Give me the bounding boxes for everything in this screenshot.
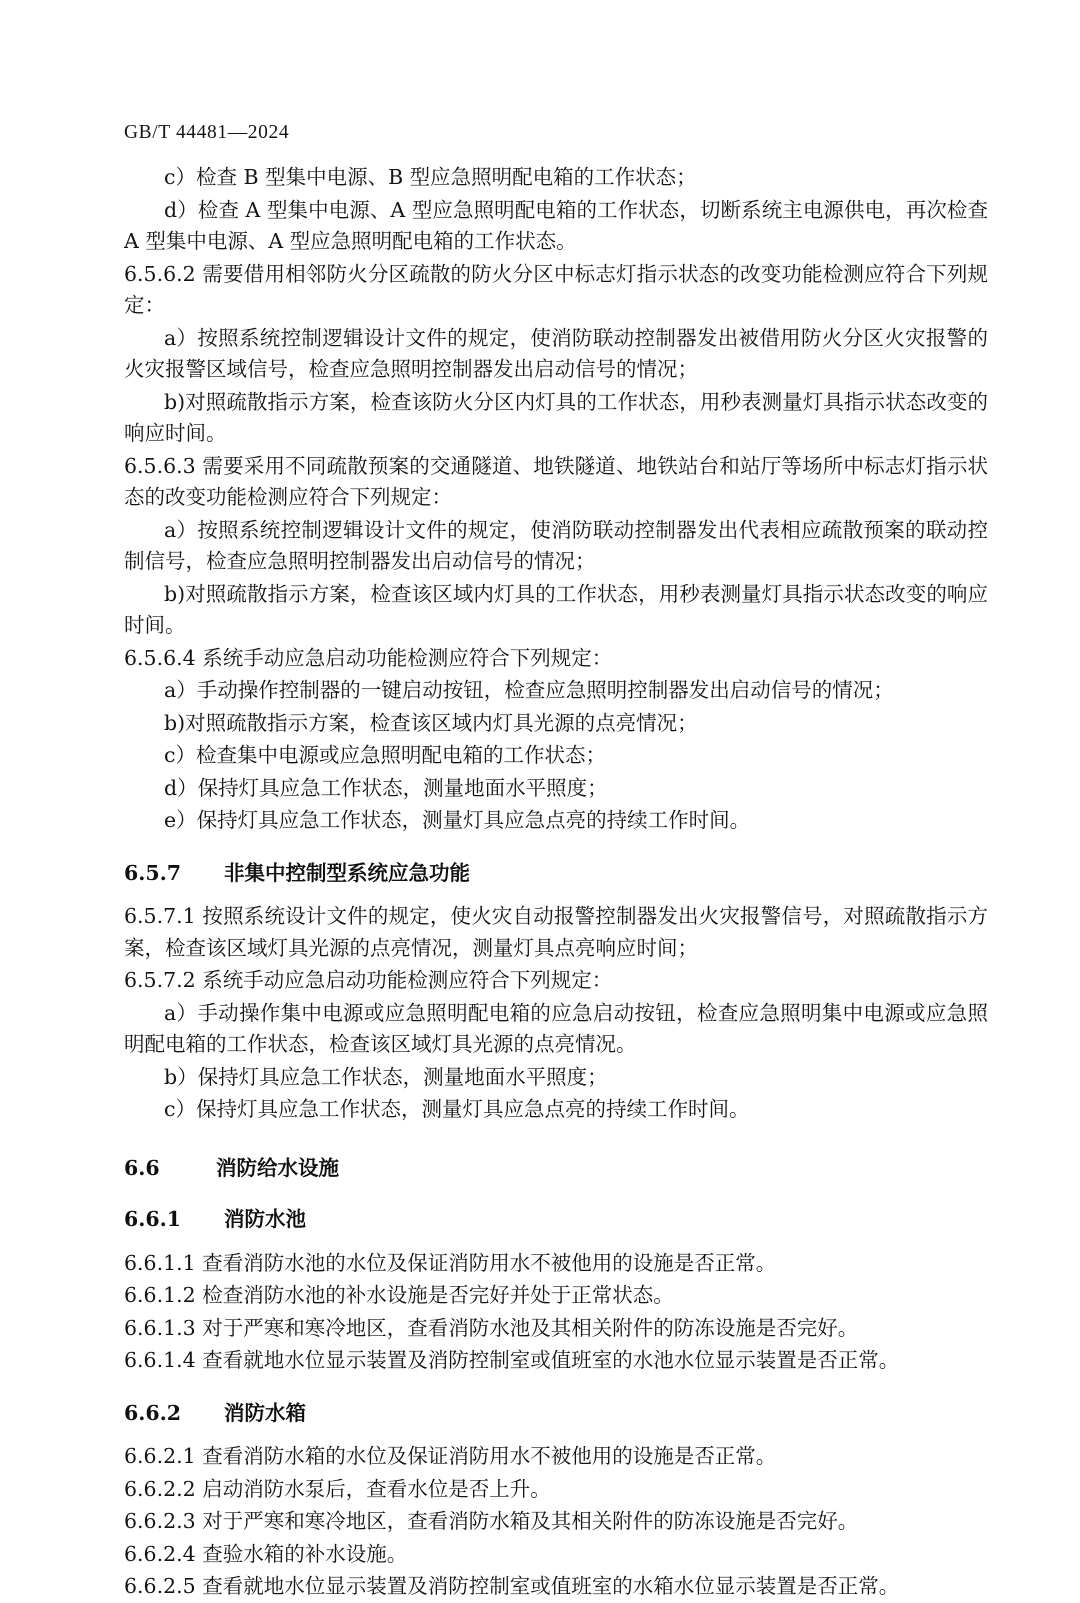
body-paragraph: d）保持灯具应急工作状态，测量地面水平照度； (164, 775, 608, 800)
body-paragraph: 6.6.1.1 查看消防水池的水位及保证消防用水不被他用的设施是否正常。 (124, 1250, 777, 1275)
body-paragraph: 6.5.6.3 需要采用不同疏散预案的交通隧道、地铁隧道、地铁站台和站厅等场所中标志灯指示状态的改变功能检测应符合下列规定： (124, 453, 988, 509)
body-paragraph: 6.5.6.2 需要借用相邻防火分区疏散的防火分区中标志灯指示状态的改变功能检测应符合下列规定： (124, 261, 988, 317)
vertical-spacer (124, 1127, 988, 1153)
body-paragraph: 6.6.1.4 查看就地水位显示装置及消防控制室或值班室的水池水位显示装置是否正常。 (124, 1348, 900, 1372)
body-paragraph: 6.6.2.4 查验水箱的补水设施。 (124, 1541, 408, 1566)
body-paragraph: b）保持灯具应急工作状态，测量地面水平照度； (164, 1064, 608, 1089)
body-paragraph: c）检查 B 型集中电源、B 型应急照明配电箱的工作状态； (164, 165, 697, 189)
section-number: 6.5.7 (124, 860, 182, 885)
section-title: 非集中控制型系统应急功能 (224, 860, 470, 885)
body-paragraph: d）检查 A 型集中电源、A 型应急照明配电箱的工作状态，切断系统主电源供电，再次检查 A 型集中电源、A 型应急照明配电箱的工作状态。 (124, 197, 988, 253)
page-header: GB/T 44481—2024 (124, 122, 290, 143)
section-heading (124, 1153, 988, 1185)
vertical-spacer (124, 1429, 988, 1441)
body-paragraph: a）手动操作控制器的一键启动按钮，检查应急照明控制器发出启动信号的情况； (164, 678, 894, 702)
body-paragraph: a）按照系统控制逻辑设计文件的规定，使消防联动控制器发出代表相应疏散预案的联动控制信号，检查应急照明控制器发出启动信号的情况； (124, 517, 988, 573)
body-paragraph: 6.6.2.3 对于严寒和寒冷地区，查看消防水箱及其相关附件的防冻设施是否完好。 (124, 1509, 859, 1533)
body-paragraph: 6.5.6.4 系统手动应急启动功能检测应符合下列规定： (124, 645, 613, 670)
section-number: 6.6 (124, 1155, 160, 1180)
body-paragraph: b)对照疏散指示方案，检查该防火分区内灯具的工作状态，用秒表测量灯具指示状态改变的响应时间。 (124, 389, 988, 445)
vertical-spacer (124, 1378, 988, 1398)
vertical-spacer (124, 838, 988, 858)
section-number: 6.6.2 (124, 1400, 182, 1425)
section-heading (124, 858, 988, 890)
body-paragraph: 6.6.2.1 查看消防水箱的水位及保证消防用水不被他用的设施是否正常。 (124, 1444, 777, 1468)
body-paragraph: 6.6.1.3 对于严寒和寒冷地区，查看消防水池及其相关附件的防冻设施是否完好。 (124, 1315, 859, 1340)
vertical-spacer (124, 889, 988, 901)
section-number: 6.6.1 (124, 1207, 182, 1231)
body-paragraph: b)对照疏散指示方案，检查该区域内灯具的工作状态，用秒表测量灯具指示状态改变的响应时间。 (124, 581, 988, 637)
body-paragraph: b)对照疏散指示方案，检查该区域内灯具光源的点亮情况； (164, 710, 698, 735)
body-paragraph: 6.6.1.2 检查消防水池的补水设施是否完好并处于正常状态。 (124, 1283, 674, 1307)
section-title: 消防水池 (224, 1207, 306, 1231)
body-paragraph: e）保持灯具应急工作状态，测量灯具应急点亮的持续工作时间。 (164, 808, 751, 832)
section-title: 消防给水设施 (216, 1155, 339, 1180)
body-paragraph: a）按照系统控制逻辑设计文件的规定，使消防联动控制器发出被借用防火分区火灾报警的火灾报警区域信号，检查应急照明控制器发出启动信号的情况； (124, 325, 988, 381)
section-heading (124, 1398, 988, 1430)
body-paragraph: 6.6.2.2 启动消防水泵后，查看水位是否上升。 (124, 1476, 551, 1501)
body-paragraph: 6.6.2.5 查看就地水位显示装置及消防控制室或值班室的水箱水位显示装置是否正常。 (124, 1574, 900, 1598)
body-paragraph: c）保持灯具应急工作状态，测量灯具应急点亮的持续工作时间。 (164, 1097, 750, 1121)
vertical-spacer (124, 1236, 988, 1248)
vertical-spacer (124, 1184, 988, 1204)
document-body (124, 162, 988, 1603)
body-paragraph: 6.5.7.2 系统手动应急启动功能检测应符合下列规定： (124, 968, 613, 992)
section-title: 消防水箱 (224, 1400, 306, 1425)
body-paragraph: c）检查集中电源或应急照明配电箱的工作状态； (164, 743, 606, 767)
document-page (0, 122, 1080, 1598)
body-paragraph: a）手动操作集中电源或应急照明配电箱的应急启动按钮，检查应急照明集中电源或应急照明配电箱的工作状态，检查该区域灯具光源的点亮情况。 (124, 1000, 988, 1056)
section-heading (124, 1204, 988, 1236)
body-paragraph: 6.5.7.1 按照系统设计文件的规定，使火灾自动报警控制器发出火灾报警信号，对照疏散指示方案，检查该区域灯具光源的点亮情况，测量灯具点亮响应时间； (124, 904, 988, 960)
